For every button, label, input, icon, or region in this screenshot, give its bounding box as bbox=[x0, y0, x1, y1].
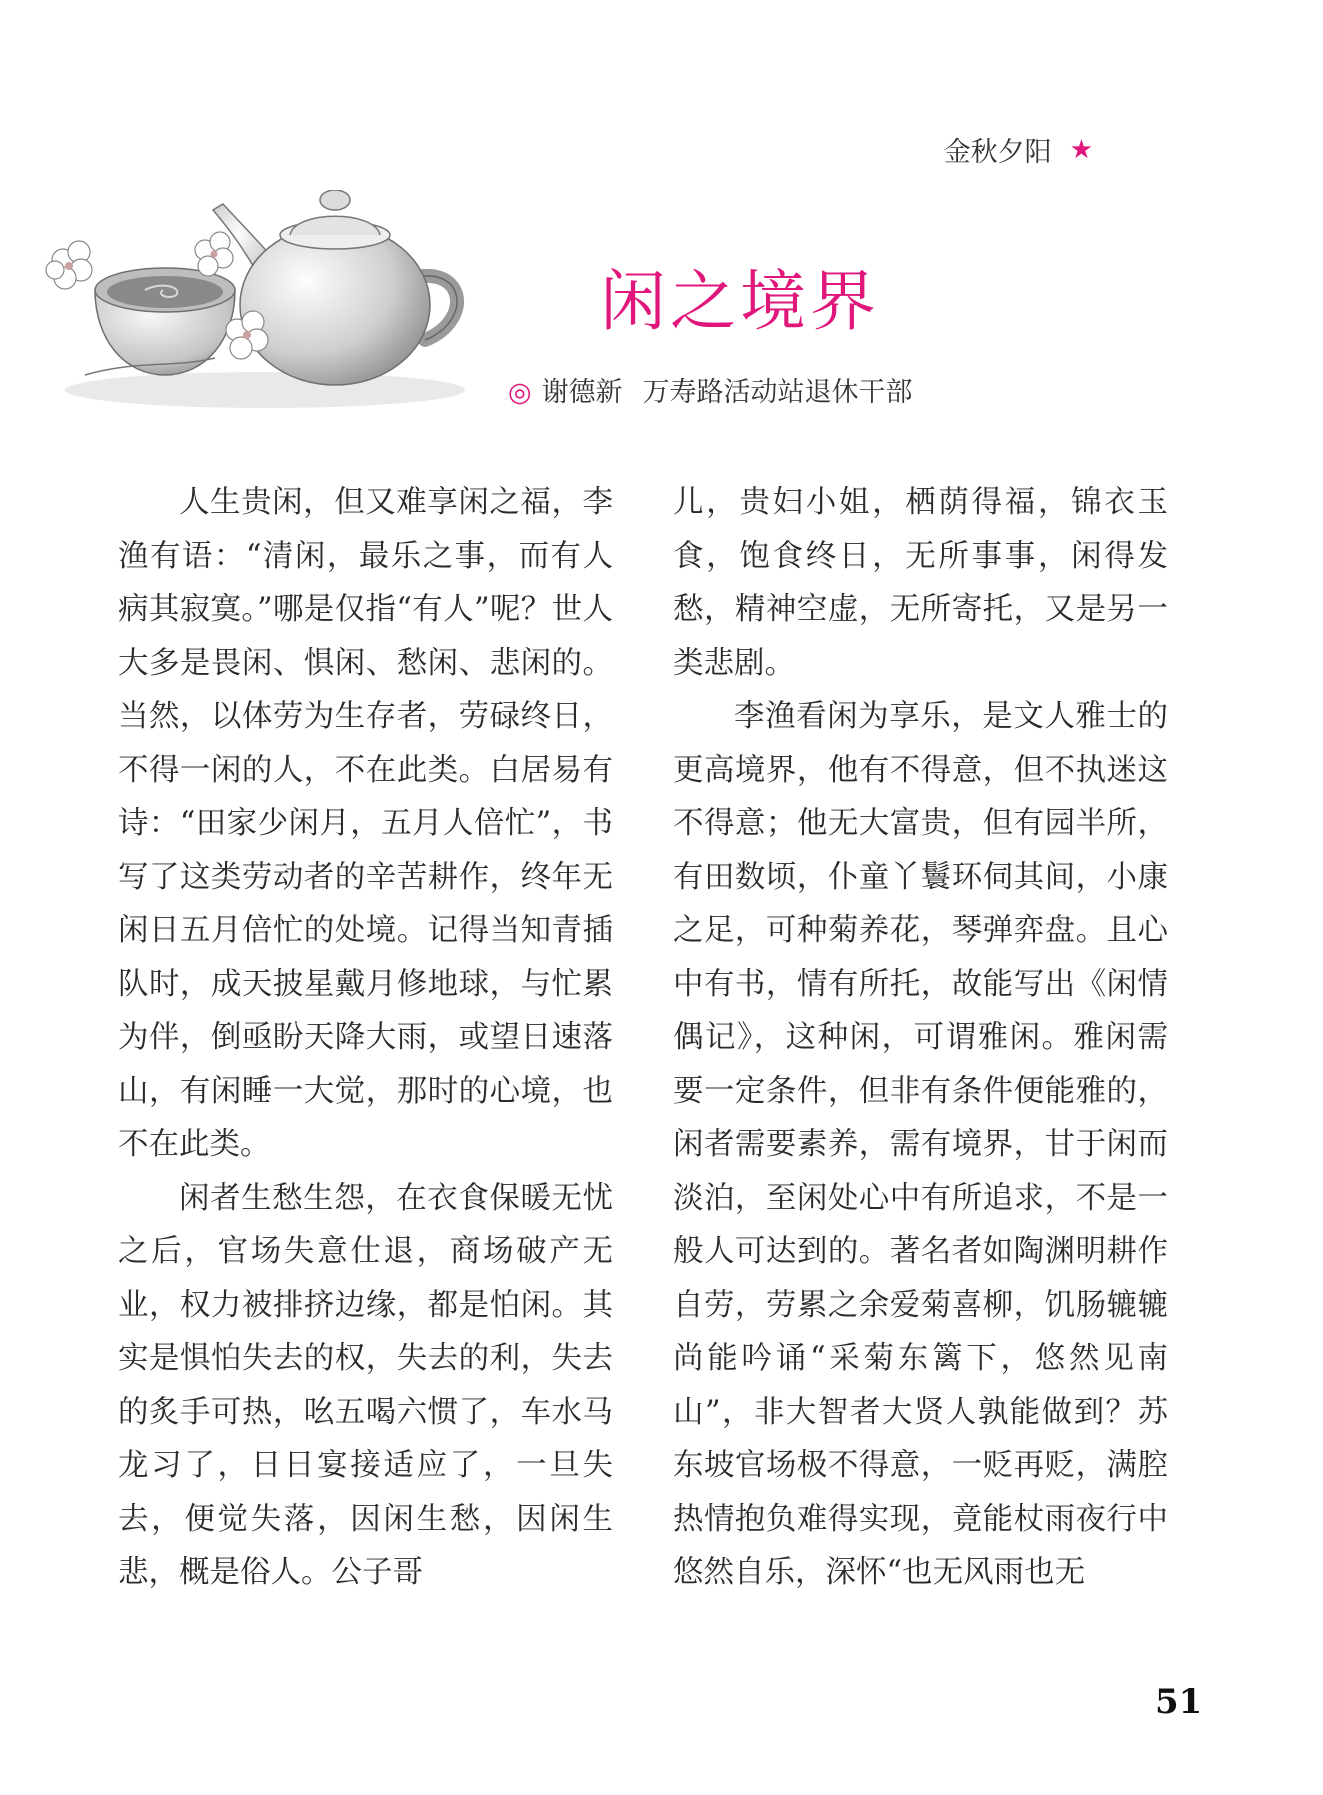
paragraph: 李渔看闲为享乐，是文人雅士的更高境界，他有不得意，但不执迷这不得意；他无大富贵，但有园半所，有田数顷，仆童丫鬟环伺其间，小康之足，可种菊养花，琴弹弈盘。且心中有书，情有所托，故能写出《闲情偶记》，这种闲，可谓雅闲。雅闲需要一定条件，但非有条件便能雅的，闲者需要素养，需有境界，甘于闲而淡泊，至闲处心中有所追求，不是一般人可达到的。著名者如陶渊明耕作自劳，劳累之余爱菊喜柳，饥肠辘辘尚能吟诵“采菊东篱下，悠然见南山”，非大智者大贤人孰能做到？苏东坡官场极不得意，一贬再贬，满腔热情抱负难得实现，竟能杖雨夜行中悠然自乐，深怀“也无风雨也无 bbox=[673, 699, 1168, 1590]
page-number: 51 bbox=[1155, 1682, 1203, 1722]
section-name: 金秋夕阳 bbox=[943, 137, 1052, 168]
section-label bbox=[944, 130, 1093, 169]
author-affiliation: 万寿路活动站退休干部 bbox=[642, 377, 913, 408]
article-title: 闲之境界 bbox=[600, 263, 880, 340]
right-column bbox=[673, 476, 1168, 1600]
star-icon: ★ bbox=[1069, 134, 1093, 165]
byline bbox=[508, 370, 913, 409]
circle-mark-icon: ◎ bbox=[508, 377, 532, 408]
left-column bbox=[118, 476, 613, 1600]
author-name: 谢德新 bbox=[541, 377, 623, 408]
paragraph: 儿，贵妇小姐，栖荫得福，锦衣玉食，饱食终日，无所事事，闲得发愁，精神空虚，无所寄托，又是另一类悲剧。 bbox=[673, 485, 1168, 681]
paragraph: 闲者生愁生怨，在衣食保暖无忧之后，官场失意仕退，商场破产无业，权力被排挤边缘，都是怕闲。其实是惧怕失去的权，失去的利，失去的炙手可热，吆五喝六惯了，车水马龙习了，日日宴接适应了，一旦失去，便觉失落，因闲生愁，因闲生悲，概是俗人。公子哥 bbox=[118, 1180, 613, 1590]
paragraph: 人生贵闲，但又难享闲之福，李渔有语：“清闲，最乐之事，而有人病其寂寞。”哪是仅指“有人”呢？世人大多是畏闲、惧闲、愁闲、悲闲的。当然，以体劳为生存者，劳碌终日，不得一闲的人，不在此类。白居易有诗：“田家少闲月，五月人倍忙”，书写了这类劳动者的辛苦耕作，终年无闲日五月倍忙的处境。记得当知青插队时，成天披星戴月修地球，与忙累为伴，倒亟盼天降大雨，或望日速落山，有闲睡一大觉，那时的心境，也不在此类。 bbox=[118, 485, 613, 1162]
teapot-illustration bbox=[45, 190, 485, 420]
